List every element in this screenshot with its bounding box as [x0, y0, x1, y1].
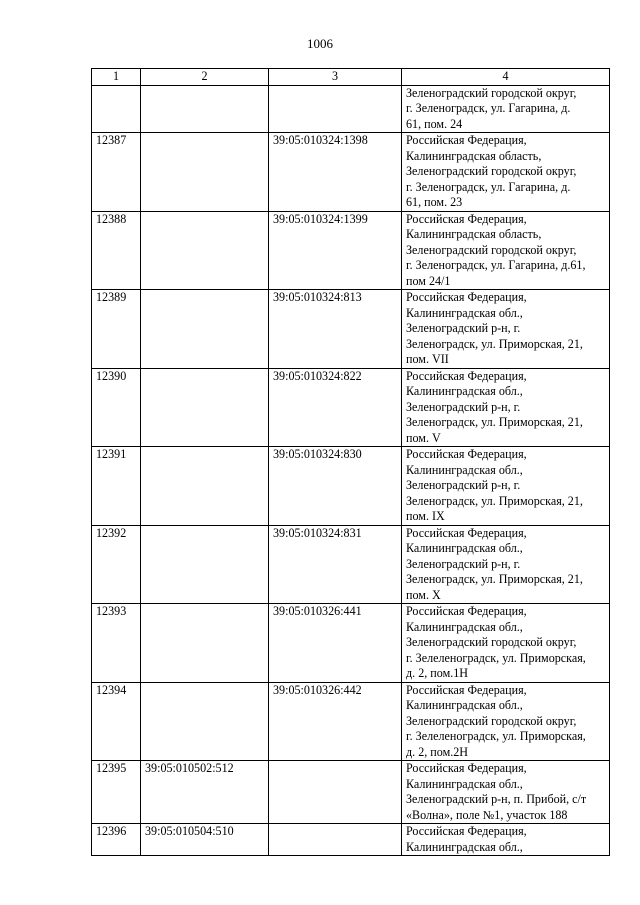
address-line: Зеленоградский городской округ, [406, 635, 577, 649]
address-line: Зеленоградский городской округ, [406, 164, 577, 178]
address-line: д. 2, пом.1Н [406, 666, 469, 680]
table-row [92, 133, 610, 212]
address-line: Российская Федерация, [406, 525, 527, 540]
table-row [92, 525, 610, 604]
row-number-cell: 12390 [92, 368, 141, 447]
cadastral-number-cell: 39:05:010326:442 [269, 682, 402, 761]
address-line: г. Зеленоградск, ул. Гагарина, д.61, [406, 258, 586, 272]
cadastral-number-cell: 39:05:010326:441 [269, 604, 402, 683]
address-line: 61, пом. 23 [406, 195, 463, 209]
address-line: Российская Федерация, [406, 682, 527, 697]
row-number-cell: 12396 [92, 824, 141, 856]
address-line: пом. X [406, 587, 441, 602]
address-cell [402, 525, 610, 604]
cadastral-number-cell [141, 604, 269, 683]
table-row [92, 824, 610, 856]
cadastral-number-cell [269, 85, 402, 133]
row-number-cell: 12388 [92, 211, 141, 290]
address-line: Зеленоградск, ул. Приморская, 21, [406, 336, 583, 351]
row-number-cell: 12394 [92, 682, 141, 761]
table-row [92, 290, 610, 369]
address-line: Калининградская обл., [406, 541, 523, 555]
cadastral-number-cell: 39:05:010504:510 [141, 824, 269, 856]
address-line: Российская Федерация, [406, 368, 527, 383]
address-cell [402, 290, 610, 369]
address-cell [402, 682, 610, 761]
address-line: Зеленоградский р-н, п. Прибой, с/т [406, 792, 587, 806]
address-cell [402, 133, 610, 212]
address-line: Российская Федерация, [406, 211, 527, 226]
address-line: Российская Федерация, [406, 761, 527, 775]
address-cell [402, 761, 610, 824]
row-number-cell: 12395 [92, 761, 141, 824]
address-line: Зеленоградский городской округ, [406, 242, 577, 257]
address-line: пом. VII [406, 352, 449, 366]
address-line: Зеленоградск, ул. Приморская, 21, [406, 415, 583, 429]
address-line: Зеленоградский р-н, г. [406, 556, 521, 571]
address-line: г. Зелеленоградск, ул. Приморская, [406, 729, 586, 743]
address-line: пом. IX [406, 509, 445, 523]
address-line: Зеленоградск, ул. Приморская, 21, [406, 572, 583, 586]
address-line: Калининградская область, [406, 148, 542, 163]
cadastral-number-cell [141, 525, 269, 604]
address-line: Зеленоградский р-н, г. [406, 478, 521, 492]
table-row [92, 604, 610, 683]
address-line: Калининградская обл., [406, 305, 523, 320]
table-row [92, 211, 610, 290]
cadastral-number-cell [141, 133, 269, 212]
address-cell [402, 604, 610, 683]
address-line: Российская Федерация, [406, 447, 527, 461]
address-line: Калининградская область, [406, 227, 542, 241]
cadastral-number-cell [141, 211, 269, 290]
column-header: 4 [402, 69, 610, 86]
address-line: Зеленоградск, ул. Приморская, 21, [406, 493, 583, 508]
address-line: Зеленоградский городской округ, [406, 85, 577, 100]
registry-table [91, 68, 610, 856]
row-number-cell: 12393 [92, 604, 141, 683]
page-number: 1006 [307, 36, 333, 51]
cadastral-number-cell: 39:05:010324:822 [269, 368, 402, 447]
cadastral-number-cell [141, 447, 269, 526]
cadastral-number-cell [269, 824, 402, 856]
address-line: Калининградская обл., [406, 776, 523, 791]
address-line: Российская Федерация, [406, 604, 527, 618]
cadastral-number-cell [269, 761, 402, 824]
cadastral-number-cell [141, 368, 269, 447]
table-body [92, 85, 610, 856]
table-row [92, 761, 610, 824]
cadastral-number-cell: 39:05:010502:512 [141, 761, 269, 824]
cadastral-number-cell: 39:05:010324:1398 [269, 133, 402, 212]
address-line: г. Зелеленоградск, ул. Приморская, [406, 650, 586, 665]
address-line: Российская Федерация, [406, 133, 527, 147]
table-header-row [92, 69, 610, 86]
address-line: пом. V [406, 430, 441, 445]
cadastral-number-cell: 39:05:010324:1399 [269, 211, 402, 290]
address-line: Зеленоградский р-н, г. [406, 399, 521, 414]
address-cell [402, 85, 610, 133]
table-row [92, 368, 610, 447]
address-line: пом 24/1 [406, 273, 451, 288]
column-header: 2 [141, 69, 269, 86]
address-line: Калининградская обл., [406, 839, 523, 854]
cadastral-number-cell: 39:05:010324:830 [269, 447, 402, 526]
cadastral-number-cell [141, 290, 269, 369]
table-row [92, 682, 610, 761]
cadastral-number-cell: 39:05:010324:831 [269, 525, 402, 604]
cadastral-number-cell [141, 85, 269, 133]
column-header: 3 [269, 69, 402, 86]
address-line: Российская Федерация, [406, 290, 527, 304]
row-number-cell: 12391 [92, 447, 141, 526]
address-cell [402, 368, 610, 447]
row-number-cell [92, 85, 141, 133]
row-number-cell: 12389 [92, 290, 141, 369]
address-line: г. Зеленоградск, ул. Гагарина, д. [406, 101, 571, 115]
address-line: г. Зеленоградск, ул. Гагарина, д. [406, 179, 571, 194]
address-line: Зеленоградский р-н, г. [406, 321, 521, 335]
address-line: д. 2, пом.2Н [406, 744, 469, 759]
address-line: Калининградская обл., [406, 619, 523, 634]
address-line: 61, пом. 24 [406, 116, 463, 131]
address-line: Калининградская обл., [406, 384, 523, 398]
address-cell [402, 824, 610, 856]
column-header: 1 [92, 69, 141, 86]
address-line: «Волна», поле №1, участок 188 [406, 807, 568, 822]
cadastral-number-cell [141, 682, 269, 761]
address-line: Калининградская обл., [406, 462, 523, 477]
row-number-cell: 12387 [92, 133, 141, 212]
address-cell [402, 447, 610, 526]
address-line: Российская Федерация, [406, 824, 527, 838]
table-row [92, 447, 610, 526]
address-line: Калининградская обл., [406, 698, 523, 712]
row-number-cell: 12392 [92, 525, 141, 604]
address-line: Зеленоградский городской округ, [406, 713, 577, 728]
address-cell [402, 211, 610, 290]
cadastral-number-cell: 39:05:010324:813 [269, 290, 402, 369]
table-row [92, 85, 610, 133]
